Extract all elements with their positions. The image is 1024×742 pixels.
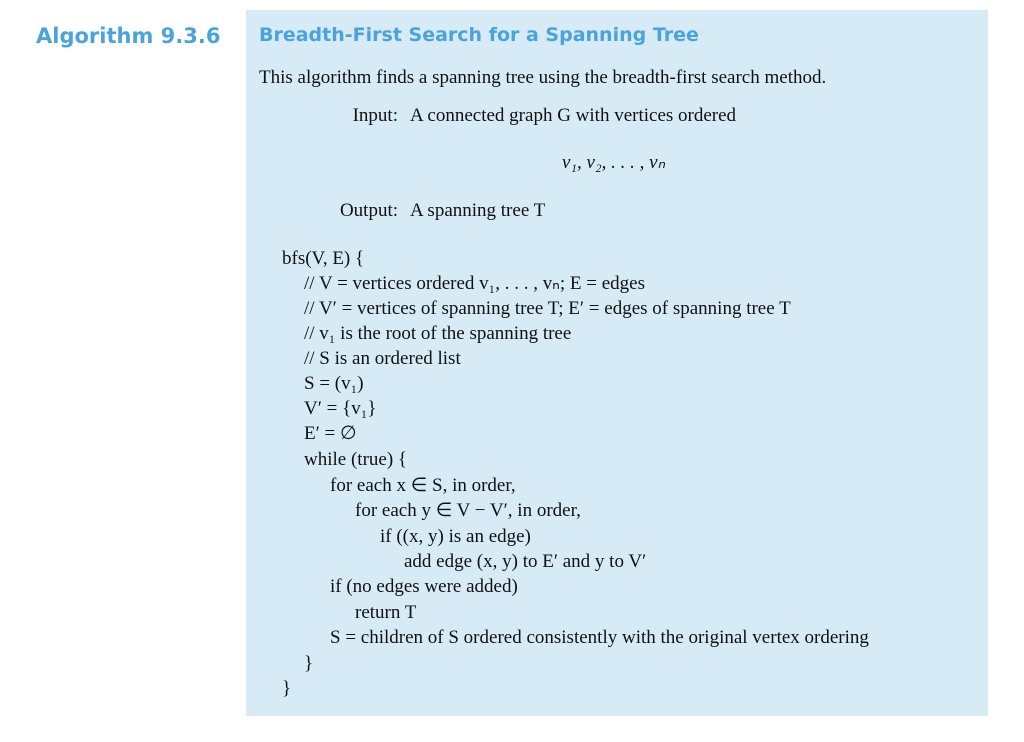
input-label: Input: [352,105,398,126]
code-line-comment-list: // S is an ordered list [304,348,461,369]
vertex-sequence: v₁, v₂, . . . , vₙ [562,152,666,173]
algorithm-box [246,10,988,716]
input-row [320,105,736,127]
algorithm-number: Algorithm 9.3.6 [36,24,221,48]
code-line-for-x: for each x ∈ S, in order, [330,475,516,496]
code-line-add-edge: add edge (x, y) to E′ and y to V′ [404,551,647,572]
code-line-init-s: S = (v₁) [304,373,364,394]
output-row [320,200,545,222]
code-line-init-v: V′ = {v₁} [304,398,377,419]
code-line-function-header: bfs(V, E) { [282,248,365,269]
code-line-comment-root: // v₁ is the root of the spanning tree [304,323,572,344]
algorithm-title: Breadth-First Search for a Spanning Tree [259,24,699,46]
code-line-comment-v-e: // V = vertices ordered v₁, . . . , vₙ; E = edges [304,273,645,294]
code-line-if-none: if (no edges were added) [330,576,518,597]
code-line-close-function: } [282,678,292,699]
code-line-comment-tree: // V′ = vertices of spanning tree T; E′ = edges of spanning tree T [304,298,791,319]
code-line-update-s: S = children of S ordered consistently with the original vertex ordering [330,627,869,648]
code-line-close-while: } [304,653,314,674]
code-line-return: return T [355,602,417,623]
output-text: A spanning tree T [410,200,546,221]
code-line-init-e: E′ = ∅ [304,423,357,444]
code-line-for-y: for each y ∈ V − V′, in order, [355,500,581,521]
code-line-while: while (true) { [304,449,408,470]
algorithm-description: This algorithm finds a spanning tree using the breadth-first search method. [259,67,827,88]
code-line-if-edge: if ((x, y) is an edge) [380,526,531,547]
output-label: Output: [339,200,398,221]
input-text: A connected graph G with vertices ordered [410,105,737,126]
